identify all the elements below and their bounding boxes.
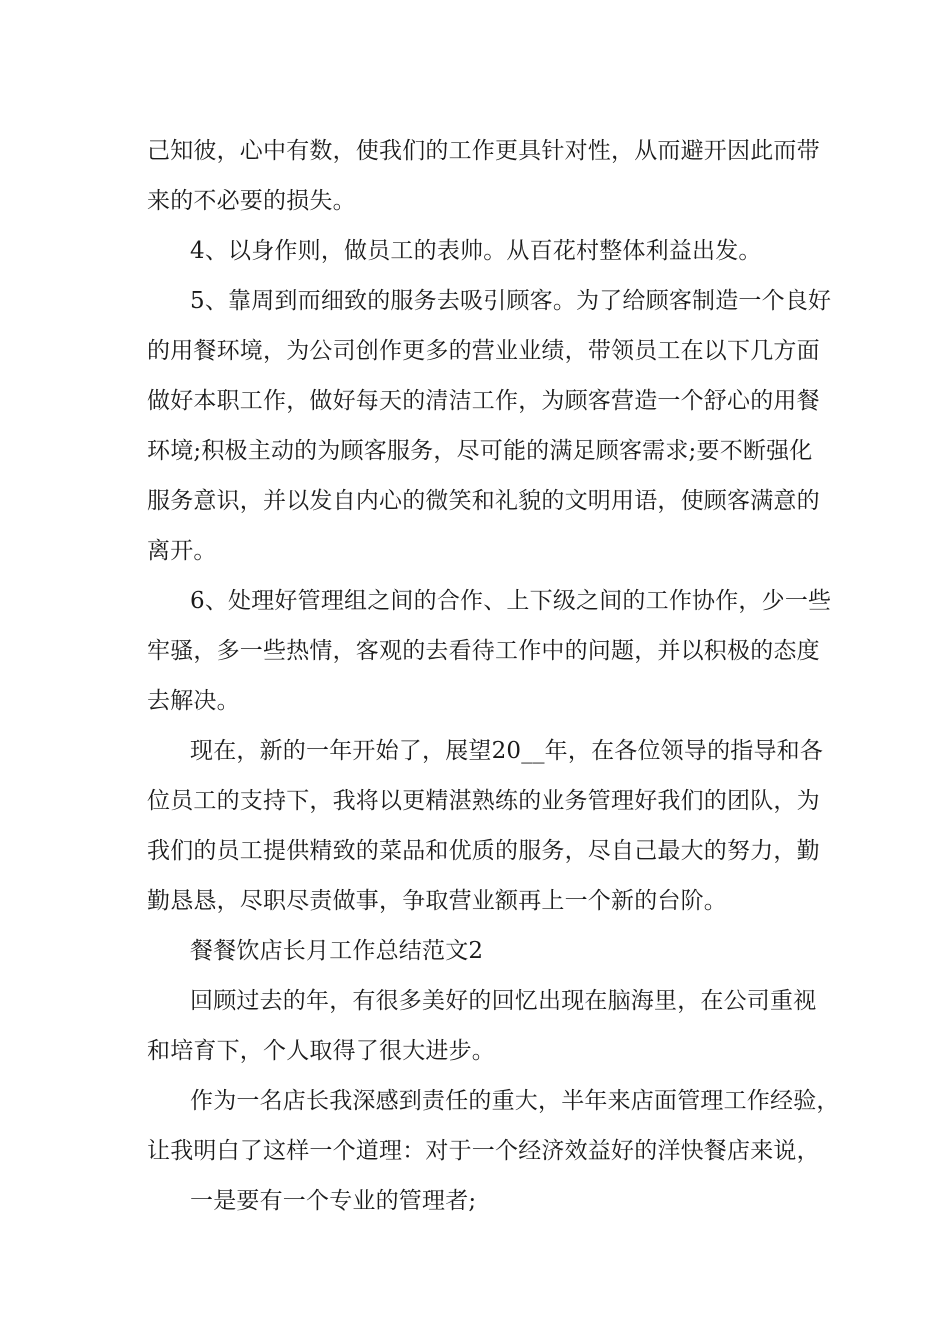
text-line: 回顾过去的年，有很多美好的回忆出现在脑海里，在公司重视 [190,988,817,1014]
section-heading: 餐餐饮店长月工作总结范文2 [190,938,484,964]
text-line: 5、靠周到而细致的服务去吸引顾客。为了给顾客制造一个良好 [190,288,832,314]
text-line: 服务意识，并以发自内心的微笑和礼貌的文明用语，使顾客满意的 [147,488,820,514]
text-line: 勤恳恳，尽职尽责做事，争取营业额再上一个新的台阶。 [147,888,727,914]
text-line: 现在，新的一年开始了，展望20__年，在各位领导的指导和各 [190,738,824,764]
text-line: 和培育下，个人取得了很大进步。 [147,1038,495,1064]
text-line: 我们的员工提供精致的菜品和优质的服务，尽自己最大的努力，勤 [147,838,820,864]
text-line: 己知彼，心中有数，使我们的工作更具针对性，从而避开因此而带 [147,138,820,164]
text-line: 环境;积极主动的为顾客服务，尽可能的满足顾客需求;要不断强化 [147,438,813,464]
text-line: 4、以身作则，做员工的表帅。从百花村整体利益出发。 [190,238,762,264]
text-line: 让我明白了这样一个道理：对于一个经济效益好的洋快餐店来说， [147,1138,820,1164]
text-line: 牢骚，多一些热情，客观的去看待工作中的问题，并以积极的态度 [147,638,820,664]
text-line: 位员工的支持下，我将以更精湛熟练的业务管理好我们的团队，为 [147,788,820,814]
text-line: 6、处理好管理组之间的合作、上下级之间的工作协作，少一些 [190,588,832,614]
text-line: 来的不必要的损失。 [147,188,356,214]
text-line: 离开。 [147,538,217,564]
text-line: 做好本职工作，做好每天的清洁工作，为顾客营造一个舒心的用餐 [147,388,820,414]
text-line: 的用餐环境，为公司创作更多的营业业绩，带领员工在以下几方面 [147,338,820,364]
text-line: 一是要有一个专业的管理者; [190,1188,477,1214]
text-line: 作为一名店长我深感到责任的重大，半年来店面管理工作经验， [190,1088,840,1114]
text-line: 去解决。 [147,688,240,714]
